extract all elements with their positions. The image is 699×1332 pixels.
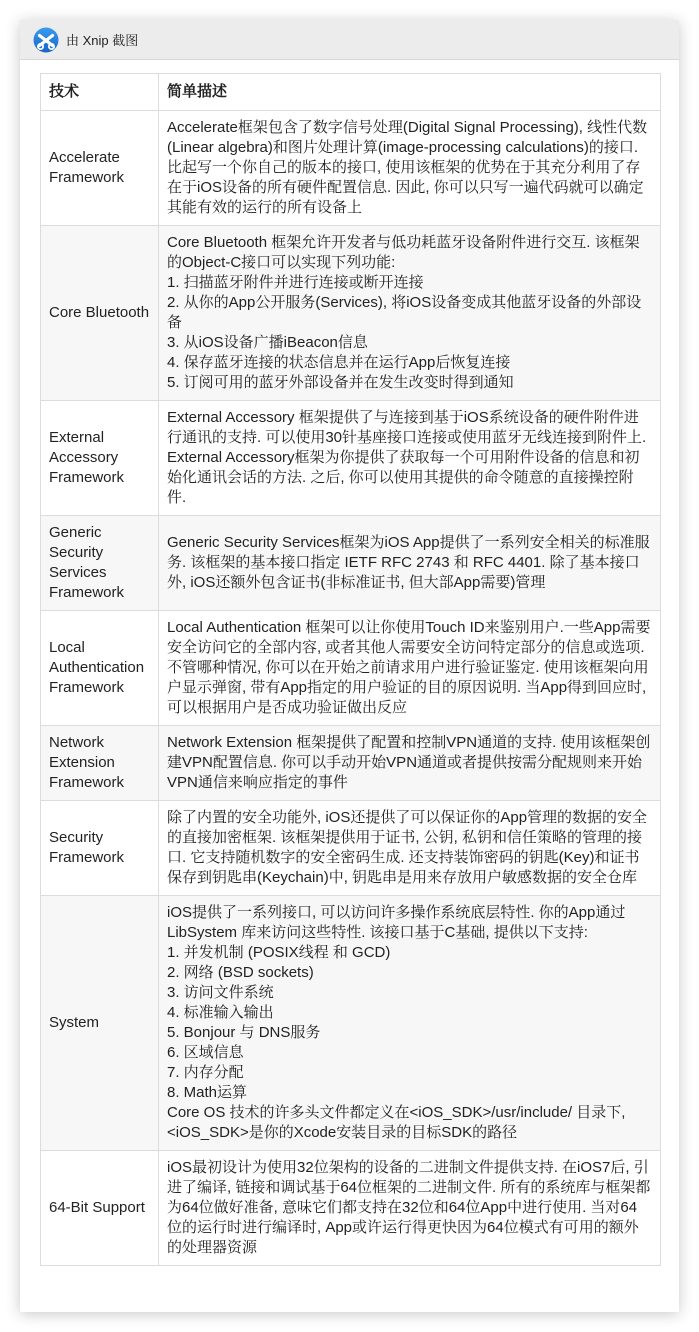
description-line: External Accessory 框架提供了与连接到基于iOS系统设备的硬件附件进行通讯的支持. 可以使用30针基座接口连接或使用蓝牙无线连接到附件上. External Accessory框架为你提供了获取每一个可用附件设备的信息和初始化通讯会话的方法. 之后, 你可以使用其提供的命令随意的直接操控附件.: [167, 409, 647, 506]
description-line: 5. Bonjour 与 DNS服务: [167, 1024, 321, 1041]
description-line: 3. 从iOS设备广播iBeacon信息: [167, 334, 368, 351]
description-line: 1. 并发机制 (POSIX线程 和 GCD): [167, 944, 391, 961]
table-row: [41, 226, 661, 401]
description-line: 7. 内存分配: [167, 1064, 244, 1081]
description-cell: [159, 111, 661, 226]
tech-name-cell: 64-Bit Support: [41, 1151, 159, 1266]
table-row: [41, 111, 661, 226]
table-row: [41, 401, 661, 516]
tech-name-cell: Core Bluetooth: [41, 226, 159, 401]
description-line: Accelerate框架包含了数字信号处理(Digital Signal Processing), 线性代数(Linear algebra)和图片处理计算(image-processing calculations)的接口. 比起写一个你自己的版本的接口, 使用该框架的优势在于其充分利用了存在于iOS设备的所有硬件配置信息. 因此, 你可以只写一遍代码就可以确定其能有效的运行的所有设备上: [167, 119, 648, 216]
description-line: Core Bluetooth 框架允许开发者与低功耗蓝牙设备附件进行交互. 该框架的Object-C接口可以实现下列功能:: [167, 234, 640, 271]
description-line: Core OS 技术的许多头文件都定义在<iOS_SDK>/usr/include/ 目录下, <iOS_SDK>是你的Xcode安装目录的目标SDK的路径: [167, 1104, 626, 1141]
description-cell: [159, 401, 661, 516]
header-technology: 技术: [41, 74, 159, 111]
description-cell: [159, 611, 661, 726]
description-line: 4. 标准输入输出: [167, 1004, 274, 1021]
table-row: [41, 896, 661, 1151]
description-line: iOS最初设计为使用32位架构的设备的二进制文件提供支持. 在iOS7后, 引进了编译, 链接和调试基于64位框架的二进制文件. 所有的系统库与框架都为64位做好准备, 意味它们都支持在32位和64位App中进行使用. 当对64位的运行时进行编译时, App或许运行得更快因为64位模式有可用的额外的处理器资源: [167, 1159, 651, 1256]
title-bar: [20, 20, 679, 60]
tech-name-cell: System: [41, 896, 159, 1151]
table-row: [41, 516, 661, 611]
description-line: 8. Math运算: [167, 1084, 248, 1101]
table-row: [41, 726, 661, 801]
table-body: [41, 111, 661, 1266]
description-line: 6. 区域信息: [167, 1044, 244, 1061]
description-cell: [159, 1151, 661, 1266]
tech-name-cell: Local Authentication Framework: [41, 611, 159, 726]
description-cell: [159, 726, 661, 801]
header-description: 简单描述: [159, 74, 661, 111]
description-cell: [159, 226, 661, 401]
description-cell: [159, 516, 661, 611]
description-line: Network Extension 框架提供了配置和控制VPN通道的支持. 使用该框架创建VPN配置信息. 你可以手动开始VPN通道或者提供按需分配规则来开始VPN通信来响应指定的事件: [167, 734, 651, 791]
tech-name-cell: External Accessory Framework: [41, 401, 159, 516]
description-line: 1. 扫描蓝牙附件并进行连接或断开连接: [167, 274, 424, 291]
tech-name-cell: Accelerate Framework: [41, 111, 159, 226]
frameworks-table: [40, 73, 661, 1266]
tech-name-cell: Network Extension Framework: [41, 726, 159, 801]
description-line: Local Authentication 框架可以让你使用Touch ID来鉴别用户.一些App需要安全访问它的全部内容, 或者其他人需要安全访问特定部分的信息或选项. 不管哪种情况, 你可以在开始之前请求用户进行验证鉴定. 使用该框架向用户显示弹窗, 带有App指定的用户验证的目的原因说明. 当App得到回应时, 可以根据用户是否成功验证做出反应: [167, 619, 651, 716]
table-row: [41, 1151, 661, 1266]
description-line: Generic Security Services框架为iOS App提供了一系列安全相关的标准服务. 该框架的基本接口指定 IETF RFC 2743 和 RFC 4401. 除了基本接口外, iOS还额外包含证书(非标准证书, 但大部App需要)管理: [167, 534, 650, 591]
window-title: 由 Xnip 截图: [66, 33, 139, 48]
description-cell: [159, 801, 661, 896]
description-line: 3. 访问文件系统: [167, 984, 274, 1001]
description-line: 4. 保存蓝牙连接的状态信息并在运行App后恢复连接: [167, 354, 511, 371]
xnip-app-icon: [33, 27, 59, 53]
description-line: 5. 订阅可用的蓝牙外部设备并在发生改变时得到通知: [167, 374, 514, 391]
description-line: iOS提供了一系列接口, 可以访问许多操作系统底层特性. 你的App通过 LibSystem 库来访问这些特性. 该接口基于C基础, 提供以下支持:: [167, 904, 626, 941]
content-area: [20, 60, 679, 1266]
table-row: [41, 611, 661, 726]
description-line: 除了内置的安全功能外, iOS还提供了可以保证你的App管理的数据的安全的直接加密框架. 该框架提供用于证书, 公钥, 私钥和信任策略的管理的接口. 它支持随机数字的安全密码生成. 还支持装饰密码的钥匙(Key)和证书保存到钥匙串(Keychain)中, 钥匙串是用来存放用户敏感数据的安全仓库: [167, 809, 648, 886]
description-line: 2. 网络 (BSD sockets): [167, 964, 314, 981]
description-cell: [159, 896, 661, 1151]
screenshot-window: [20, 20, 679, 1312]
description-line: 2. 从你的App公开服务(Services), 将iOS设备变成其他蓝牙设备的外部设备: [167, 294, 642, 331]
table-header-row: [41, 74, 661, 111]
tech-name-cell: Security Framework: [41, 801, 159, 896]
tech-name-cell: Generic Security Services Framework: [41, 516, 159, 611]
table-row: [41, 801, 661, 896]
